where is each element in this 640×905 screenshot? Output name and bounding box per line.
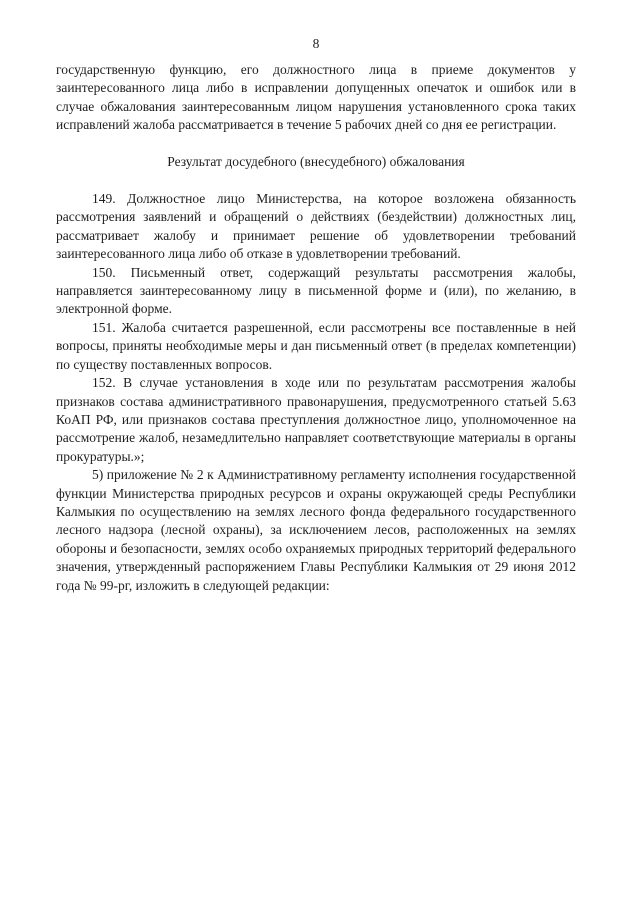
paragraph-149: 149. Должностное лицо Министерства, на которое возложена обязанность рассмотрения заявлений и обращений о действиях (бездействии) должностных лиц, рассматривает жалобу и принимает решение об удовлетворении требований заинтересованного лица либо об отказе в удовлетворении требований. (56, 191, 576, 262)
page-number: 8 (312, 36, 320, 51)
paragraph-amendment-5: 5) приложение № 2 к Административному регламенту исполнения государственной функции Министерства природных ресурсов и охраны окружающей среды Республики Калмыкия по осуществлению на землях лесного фонда федерального государственного лесного надзора (лесной охраны), за исключением лесов, расположенных на землях обороны и безопасности, землях особо охраняемых природных территорий федерального значения, утвержденный распоряжением Главы Республики Калмыкия от 29 июня 2012 года № 99-рг, изложить в следующей редакции: (56, 467, 576, 593)
paragraph-150: 150. Письменный ответ, содержащий результаты рассмотрения жалобы, направляется заинтересованному лицу в письменной форме и (или), по желанию, в электронной форме. (56, 264, 576, 317)
section-heading: Результат досудебного (внесудебного) обжалования (167, 153, 465, 169)
paragraph-151: 151. Жалоба считается разрешенной, если рассмотрены все поставленные в ней вопросы, приняты необходимые меры и дан письменный ответ (в пределах компетенции) по существу поставленных вопросов. (56, 319, 576, 372)
paragraph-continuation: государственную функцию, его должностного лица в приеме документов у заинтересованного лица либо в исправлении допущенных опечаток и ошибок или в случае обжалования заинтересованным лицом нарушения установленного срока таких исправлений жалоба рассматривается в течение 5 рабочих дней со дня ее регистрации. (56, 62, 576, 133)
paragraph-152: 152. В случае установления в ходе или по результатам рассмотрения жалобы признаков состава административного правонарушения, предусмотренного статьей 5.63 КоАП РФ, или признаков состава преступления должностное лицо, уполномоченное на рассмотрение жалоб, незамедлительно направляет соответствующие материалы в органы прокуратуры.»; (56, 375, 576, 464)
